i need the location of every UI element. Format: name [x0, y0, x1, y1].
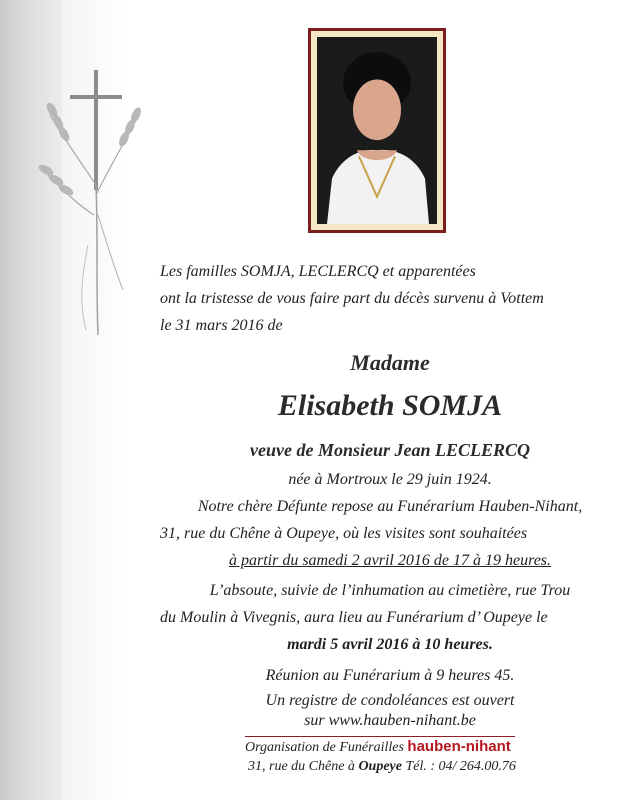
footer-address — [248, 759, 516, 775]
portrait-photo — [317, 37, 437, 224]
reunion-line: Réunion au Funérarium à 9 heures 45. — [265, 667, 515, 684]
footer-organisation — [245, 738, 511, 756]
birth-line: née à Mortroux le 29 juin 1924. — [288, 471, 492, 488]
honorific: Madame — [350, 350, 430, 375]
brand-logo: hauben-nihant — [407, 738, 511, 755]
portrait-frame — [308, 28, 446, 233]
visitation-line-3: à partir du samedi 2 avril 2016 de 17 à 19 heures. — [228, 552, 552, 569]
intro-line-2: ont la tristesse de vous faire part du décès survenu à Vottem — [160, 290, 544, 307]
registry-line-2: sur www.hauben-nihant.be — [304, 712, 476, 729]
footer-address-prefix: 31, rue du Chêne à — [248, 759, 355, 774]
visitation-line-2: 31, rue du Chêne à Oupeye, où les visites sont souhaitées — [160, 525, 528, 542]
spouse-line: veuve de Monsieur Jean LECLERCQ — [249, 440, 530, 460]
ceremony-date: mardi 5 avril 2016 à 10 heures. — [287, 636, 493, 653]
deceased-name: Elisabeth SOMJA — [277, 389, 503, 422]
footer-town: Oupeye — [358, 759, 402, 774]
intro-line-1: Les familles SOMJA, LECLERCQ et apparentées — [160, 263, 476, 280]
footer-org-prefix: Organisation de Funérailles — [245, 740, 404, 755]
ceremony-line-2: du Moulin à Vivegnis, aura lieu au Funérarium d’ Oupeye le — [160, 609, 548, 626]
ceremony-line-1: L’absoute, suivie de l’inhumation au cimetière, rue Trou — [209, 582, 571, 599]
intro-line-3: le 31 mars 2016 de — [160, 317, 283, 334]
registry-line-1: Un registre de condoléances est ouvert — [265, 692, 515, 709]
footer-divider — [245, 736, 515, 737]
footer-phone: Tél. : 04/ 264.00.76 — [405, 759, 516, 774]
cross-wheat-icon — [28, 65, 158, 340]
visitation-line-1: Notre chère Défunte repose au Funérarium Hauben-Nihant, — [197, 498, 583, 515]
